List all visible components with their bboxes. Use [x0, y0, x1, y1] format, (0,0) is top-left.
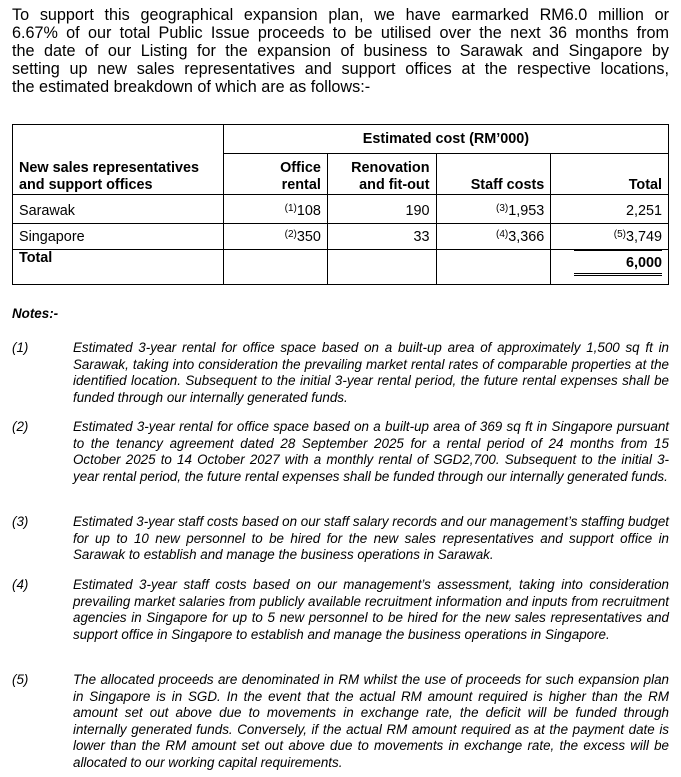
header-blank-cell	[13, 125, 224, 154]
header-office-line2: rental	[281, 177, 321, 193]
note-item	[12, 577, 669, 643]
note-text: Estimated 3-year rental for office space based on a built-up area of approximately 1,500 sq ft in Sarawak, taking into consideration the prevailing market rental rates of comparable properties at the identified location. Subsequent to the initial 3-year rental period, the future rental expenses shall be funded through our internally generated funds.	[73, 340, 669, 405]
total-empty-cell	[436, 250, 551, 285]
note-number: (2)	[12, 419, 29, 434]
note-number: (1)	[12, 340, 29, 355]
intro-line: To support this geographical expansion plan, we have earmarked RM6.0 million or	[12, 6, 669, 24]
note-ref: (5)	[613, 228, 626, 240]
staff-value: 1,953	[508, 202, 545, 219]
grand-total: 6,000	[574, 250, 662, 276]
note-number: (3)	[12, 514, 29, 529]
note-item	[12, 419, 669, 485]
intro-line: setting up new sales representatives and support offices at the respective locations,	[12, 60, 669, 78]
header-total: Total	[551, 154, 669, 195]
table-row	[13, 224, 669, 250]
intro-line: 6.67% of our total Public Issue proceeds to be utilised over the next 36 months from	[12, 24, 669, 42]
header-renov-line1: Renovation	[351, 160, 430, 176]
office-value: 108	[296, 202, 321, 219]
staff-value: 3,366	[508, 228, 545, 245]
note-item	[12, 340, 669, 406]
grand-total-cell	[551, 250, 669, 285]
header-item	[13, 154, 224, 195]
row-renov: 33	[327, 224, 436, 250]
estimated-cost-table	[12, 124, 669, 285]
note-ref: (4)	[496, 228, 509, 240]
row-total	[551, 224, 669, 250]
header-staff-costs: Staff costs	[436, 154, 551, 195]
note-ref: (2)	[284, 228, 297, 240]
note-number: (5)	[12, 672, 29, 687]
note-ref: (3)	[496, 202, 509, 214]
row-label: Sarawak	[13, 195, 224, 224]
note-number: (4)	[12, 577, 29, 592]
row-office	[223, 195, 327, 224]
total-value: 3,749	[625, 228, 662, 245]
note-text: Estimated 3-year staff costs based on our staff salary records and our management’s staffing budget for up to 10 new personnel to be hired for the new sales representatives and support office in Sarawak to establish and manage the business operations in Sarawak.	[73, 514, 669, 562]
header-renov-line2: and fit-out	[359, 177, 430, 193]
office-value: 350	[296, 228, 321, 245]
header-renovation	[327, 154, 436, 195]
header-item-line1: New sales representatives	[19, 160, 199, 176]
note-text: Estimated 3-year rental for office space based on a built-up area of 369 sq ft in Singapore pursuant to the tenancy agreement dated 28 September 2025 for a rental period of 24 months from 15 October 2025 to 14 October 2027 with a monthly rental of SGD2,700. Subsequent to the initial 3-year rental period, the future rental expenses shall be funded through our internally generated funds.	[73, 419, 669, 484]
note-text: Estimated 3-year staff costs based on our management’s assessment, taking into consideration prevailing market salaries from publicly available recruitment information and inputs from recruitment agencies in Singapore for up to 5 new personnel to be hired for the new sales representatives and support office in Singapore to establish and manage the business operations in Singapore.	[73, 577, 669, 642]
row-staff	[436, 224, 551, 250]
row-total: 2,251	[551, 195, 669, 224]
total-empty-cell	[327, 250, 436, 285]
header-office-line1: Office	[280, 160, 321, 176]
header-item-line2: and support offices	[19, 177, 153, 193]
notes-title: Notes:-	[12, 306, 59, 321]
intro-line: the date of our Listing for the expansion of business to Sarawak and Singapore by	[12, 42, 669, 60]
table-total-row	[13, 250, 669, 285]
note-text: The allocated proceeds are denominated in RM whilst the use of proceeds for such expansion plan in Singapore is in SGD. In the event that the actual RM amount required is higher than the RM amount set out above due to movements in exchange rate, the deficit will be funded through internally generated funds. Conversely, if the actual RM amount required as at the payment date is lower than the RM amount set out above due to movements in exchange rate, the excess will be allocated to our working capital requirements.	[73, 672, 669, 770]
row-office	[223, 224, 327, 250]
group-header: Estimated cost (RM’000)	[223, 125, 668, 154]
note-item	[12, 672, 669, 771]
note-item	[12, 514, 669, 564]
total-empty-cell	[223, 250, 327, 285]
header-office-rental	[223, 154, 327, 195]
total-label: Total	[13, 250, 224, 285]
note-ref: (1)	[284, 202, 297, 214]
intro-paragraph	[12, 6, 669, 96]
row-label: Singapore	[13, 224, 224, 250]
row-renov: 190	[327, 195, 436, 224]
row-staff	[436, 195, 551, 224]
table-row	[13, 195, 669, 224]
intro-line: the estimated breakdown of which are as follows:-	[12, 78, 371, 96]
